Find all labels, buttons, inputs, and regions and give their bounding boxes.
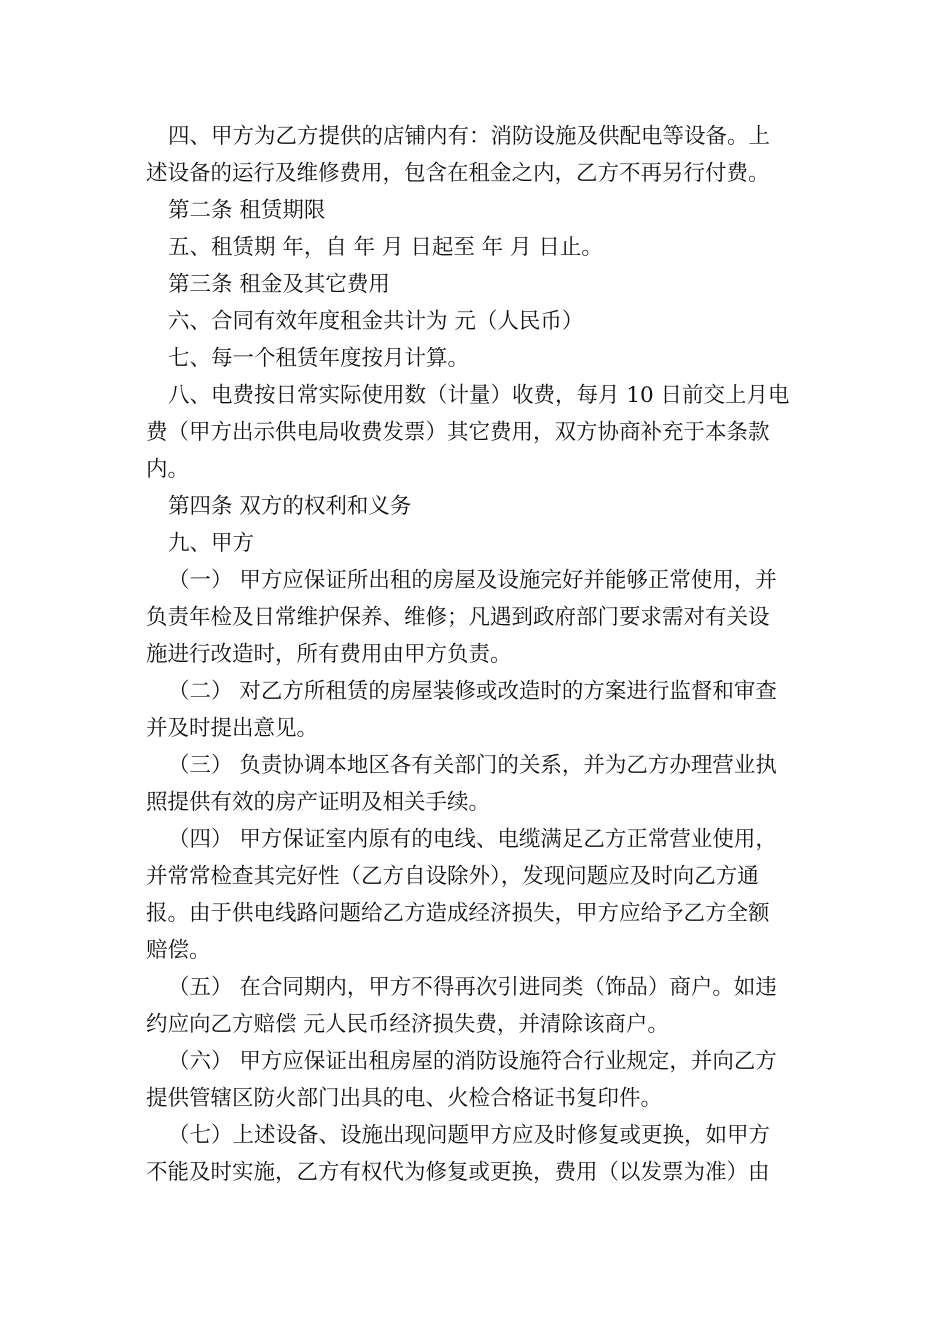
paragraph-line: 六、合同有效年度租金共计为 元（人民币）: [168, 309, 584, 334]
paragraph-line: （二） 对乙方所租赁的房屋装修或改造时的方案进行监督和审查: [168, 679, 777, 704]
paragraph-line: 五、租赁期 年，自 年 月 日起至 年 月 日止。: [168, 235, 603, 260]
paragraph-line: 照提供有效的房产证明及相关手续。: [146, 790, 491, 815]
paragraph-line: 四、甲方为乙方提供的店铺内有：消防设施及供配电等设备。上: [168, 124, 771, 149]
paragraph-line: 负责年检及日常维护保养、维修；凡遇到政府部门要求需对有关设: [146, 605, 770, 630]
paragraph-line: 述设备的运行及维修费用，包含在租金之内，乙方不再另行付费。: [146, 161, 770, 186]
paragraph-line: 约应向乙方赔偿 元人民币经济损失费，并清除该商户。: [146, 1012, 669, 1037]
paragraph-line: 并常常检查其完好性（乙方自设除外），发现问题应及时向乙方通: [146, 864, 759, 889]
subsection-heading: 九、甲方: [168, 531, 255, 556]
paragraph-line: 并及时提出意见。: [146, 716, 319, 741]
document-page: [146, 118, 808, 1191]
paragraph-line: （七）上述设备、设施出现问题甲方应及时修复或更换，如甲方: [168, 1123, 771, 1148]
paragraph-line: （一） 甲方应保证所出租的房屋及设施完好并能够正常使用，并: [168, 568, 777, 593]
paragraph-line: 施进行改造时，所有费用由甲方负责。: [146, 642, 512, 667]
paragraph-line: （五） 在合同期内，甲方不得再次引进同类（饰品）商户。如违: [168, 975, 777, 1000]
paragraph-line: 费（甲方出示供电局收费发票）其它费用，双方协商补充于本条款: [146, 420, 770, 445]
paragraph-line: （三） 负责协调本地区各有关部门的关系，并为乙方办理营业执: [168, 753, 777, 778]
paragraph-line: 不能及时实施，乙方有权代为修复或更换，费用（以发票为准）由: [146, 1160, 770, 1185]
paragraph-line: 内。: [146, 457, 190, 482]
paragraph-line: （六） 甲方应保证出租房屋的消防设施符合行业规定，并向乙方: [168, 1049, 777, 1074]
paragraph-line: 七、每一个租赁年度按月计算。: [168, 346, 470, 371]
paragraph-line: 八、电费按日常实际使用数（计量）收费，每月 10 日前交上月电: [168, 383, 790, 408]
paragraph-line: 赔偿。: [146, 938, 211, 963]
paragraph-line: （四） 甲方保证室内原有的电线、电缆满足乙方正常营业使用，: [168, 827, 777, 852]
section-heading: 第三条 租金及其它费用: [168, 272, 390, 297]
section-heading: 第四条 双方的权利和义务: [168, 494, 412, 519]
paragraph-line: 报。由于供电线路问题给乙方造成经济损失，甲方应给予乙方全额: [146, 901, 770, 926]
section-heading: 第二条 租赁期限: [168, 198, 326, 223]
paragraph-line: 提供管辖区防火部门出具的电、火检合格证书复印件。: [146, 1086, 663, 1111]
